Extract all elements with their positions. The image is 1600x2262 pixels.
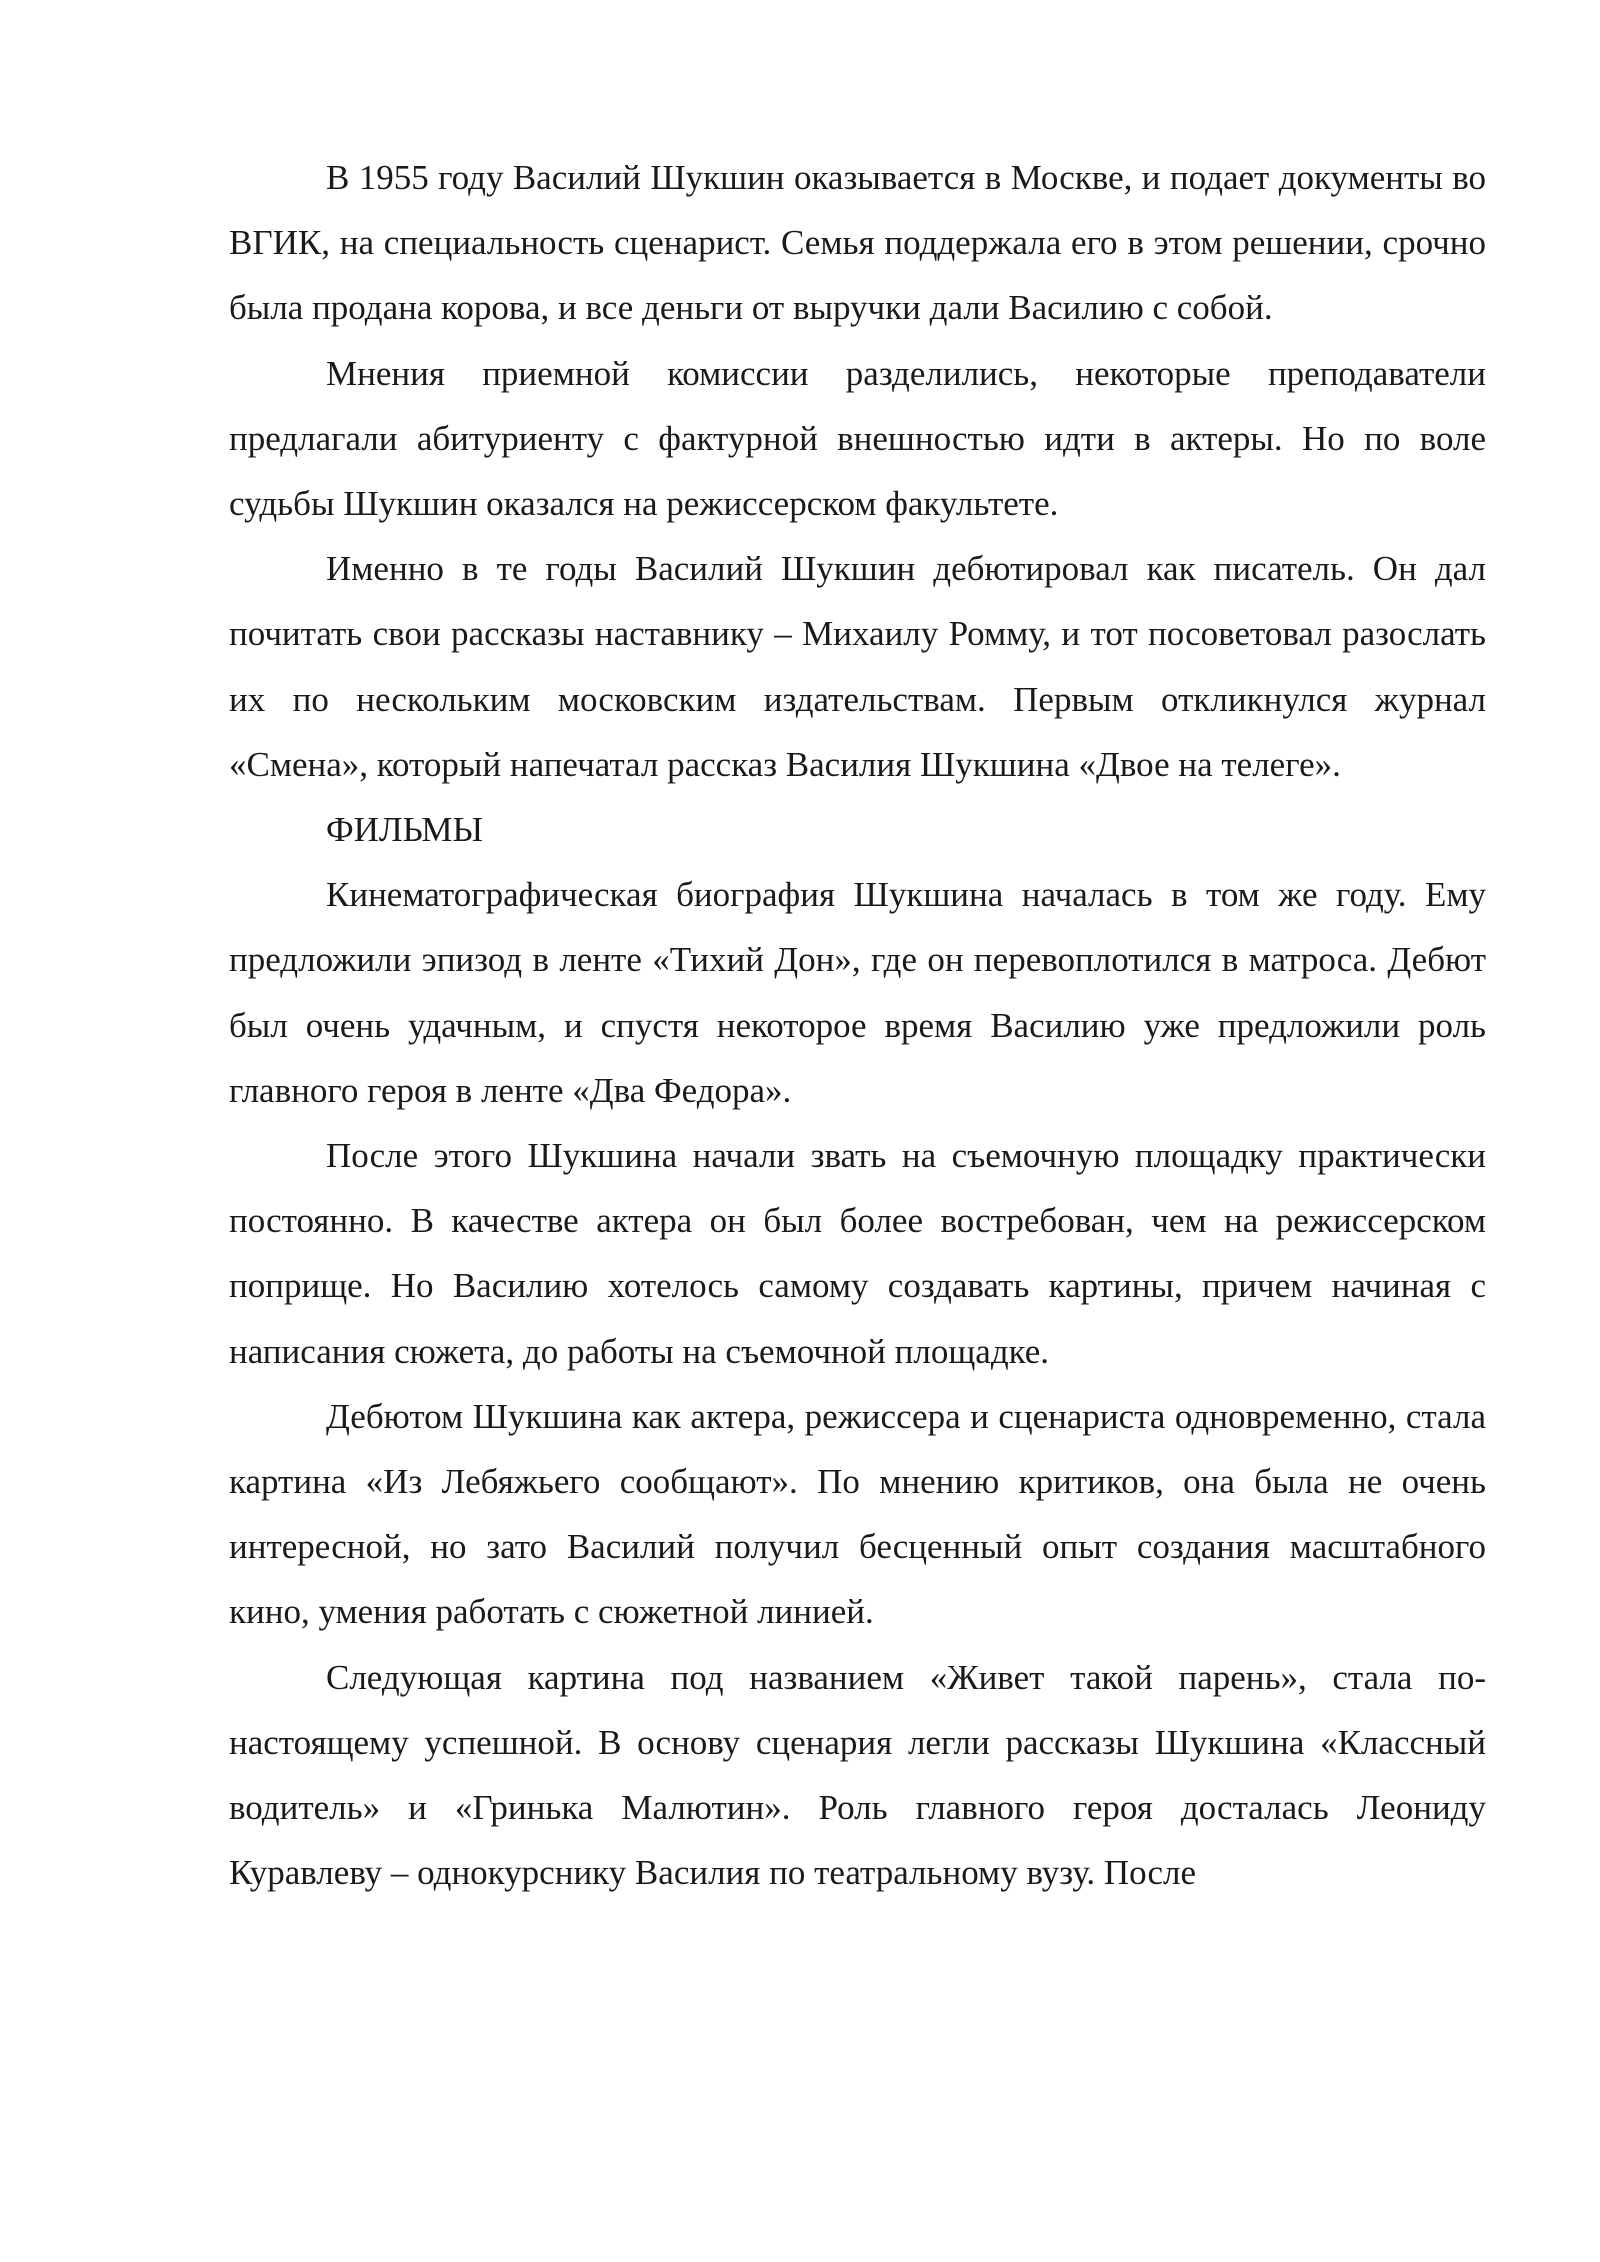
paragraph: Мнения приемной комиссии разделились, некоторые преподаватели предлагали абитуриенту с фактурной внешностью идти в актеры. Но по воле судьбы Шукшин оказался на режиссерском факультете. (229, 353, 1486, 524)
paragraph: Кинематографическая биография Шукшина началась в том же году. Ему предложили эпизод в ленте «Тихий Дон», где он перевоплотился в матроса. Дебют был очень удачным, и спустя некоторое время Василию уже предложили роль главного героя в ленте «Два Федора». (229, 875, 1486, 1110)
paragraph: После этого Шукшина начали звать на съемочную площадку практически постоянно. В качестве актера он был более востребован, чем на режиссерском поприще. Но Василию хотелось самому создавать картины, причем начиная с написания сюжета, до работы на съемочной площадке. (229, 1136, 1486, 1371)
section-heading: ФИЛЬМЫ (326, 810, 484, 850)
paragraph: В 1955 году Василий Шукшин оказывается в Москве, и подает документы во ВГИК, на специальность сценарист. Семья поддержала его в этом решении, срочно была продана корова, и все деньги от выручки дали Василию с собой. (229, 158, 1486, 328)
paragraph: Именно в те годы Василий Шукшин дебютировал как писатель. Он дал почитать свои рассказы наставнику – Михаилу Ромму, и тот посоветовал разослать их по нескольким московским издательствам. Первым откликнулся журнал «Смена», который напечатал рассказ Василия Шукшина «Двое на телеге». (229, 549, 1486, 784)
document-body (229, 145, 1486, 1905)
paragraph: Дебютом Шукшина как актера, режиссера и сценариста одновременно, стала картина «Из Лебяжьего сообщают». По мнению критиков, она была не очень интересной, но зато Василий получил бесценный опыт создания масштабного кино, умения работать с сюжетной линией. (229, 1396, 1486, 1632)
paragraph: Следующая картина под названием «Живет такой парень», стала по-настоящему успешной. В основу сценария легли рассказы Шукшина «Классный водитель» и «Гринька Малютин». Роль главного героя досталась Леониду Куравлеву – однокурснику Василия по театральному вузу. После (229, 1657, 1486, 1893)
